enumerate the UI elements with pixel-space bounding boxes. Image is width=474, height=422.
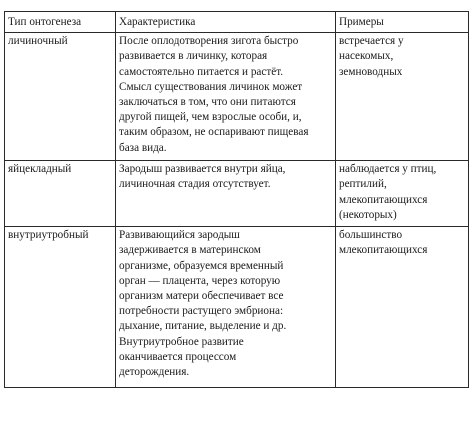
cell-lines [119, 162, 332, 192]
cell-lines [119, 228, 332, 380]
text-line: деторождения. [119, 366, 190, 379]
text-line: оканчивается процессом [119, 350, 237, 363]
cell-characteristic [116, 33, 336, 161]
text-line: После оплодотворения зигота быстро [119, 35, 299, 48]
header-row [5, 12, 469, 33]
text-line: развивается в личинку, которая [119, 50, 268, 63]
cell-examples [336, 161, 469, 227]
text-line: таким образом, не оспаривают пищевая [119, 126, 309, 139]
text-line: Внутриутробное развитие [119, 335, 244, 348]
text-line: рептилий, [339, 178, 387, 191]
text-line: личиночная стадия отсутствует. [119, 178, 271, 191]
table-row [5, 33, 469, 161]
text-line: Развивающийся зародыш [119, 229, 240, 242]
table-row [5, 161, 469, 227]
text-line: другой пищей, чем взрослые особи, и, [119, 111, 302, 124]
text-line: орган — плацента, через которую [119, 274, 281, 287]
text-line: земноводных [339, 65, 403, 78]
text-line: встречается у [339, 35, 404, 48]
text-line: потребности растущего эмбриона: [119, 305, 284, 318]
text-line: база вида. [119, 141, 167, 154]
table-row [5, 227, 469, 388]
header-examples: Примеры [336, 12, 469, 33]
cell-type [5, 161, 116, 227]
text-line: наблюдается у птиц, [339, 163, 437, 176]
cell-characteristic [116, 161, 336, 227]
text-line: внутриутробный [8, 229, 89, 242]
cell-examples [336, 33, 469, 161]
text-line: заключаться в том, что они питаются [119, 96, 296, 109]
header-characteristic: Характеристика [116, 12, 336, 33]
text-line: Зародыш развивается внутри яйца, [119, 163, 286, 176]
text-line: млекопитающихся [339, 244, 428, 257]
cell-examples [336, 227, 469, 388]
text-line: самостоятельно питается и растёт. [119, 65, 284, 78]
ontogenesis-table [4, 11, 469, 388]
cell-lines [8, 228, 112, 243]
text-line: личиночный [8, 35, 68, 48]
cell-lines [339, 228, 465, 258]
cell-lines [8, 34, 112, 49]
text-line: Смысл существования личинок может [119, 80, 303, 93]
text-line: яйцекладный [8, 163, 72, 176]
text-line: большинство [339, 229, 403, 242]
cell-lines [339, 34, 465, 80]
cell-type [5, 33, 116, 161]
text-line: (некоторых) [339, 208, 397, 221]
text-line: насекомых, [339, 50, 394, 63]
text-line: организме, образуемся временный [119, 259, 284, 272]
text-line: организм матери обеспечивает все [119, 290, 284, 303]
cell-characteristic [116, 227, 336, 388]
header-type: Тип онтогенеза [5, 12, 116, 33]
text-line: млекопитающихся [339, 193, 428, 206]
cell-lines [339, 162, 465, 223]
cell-type [5, 227, 116, 388]
text-line: дыхание, питание, выделение и др. [119, 320, 287, 333]
cell-lines [119, 34, 332, 156]
text-line: задерживается в материнском [119, 244, 261, 257]
cell-lines [8, 162, 112, 177]
